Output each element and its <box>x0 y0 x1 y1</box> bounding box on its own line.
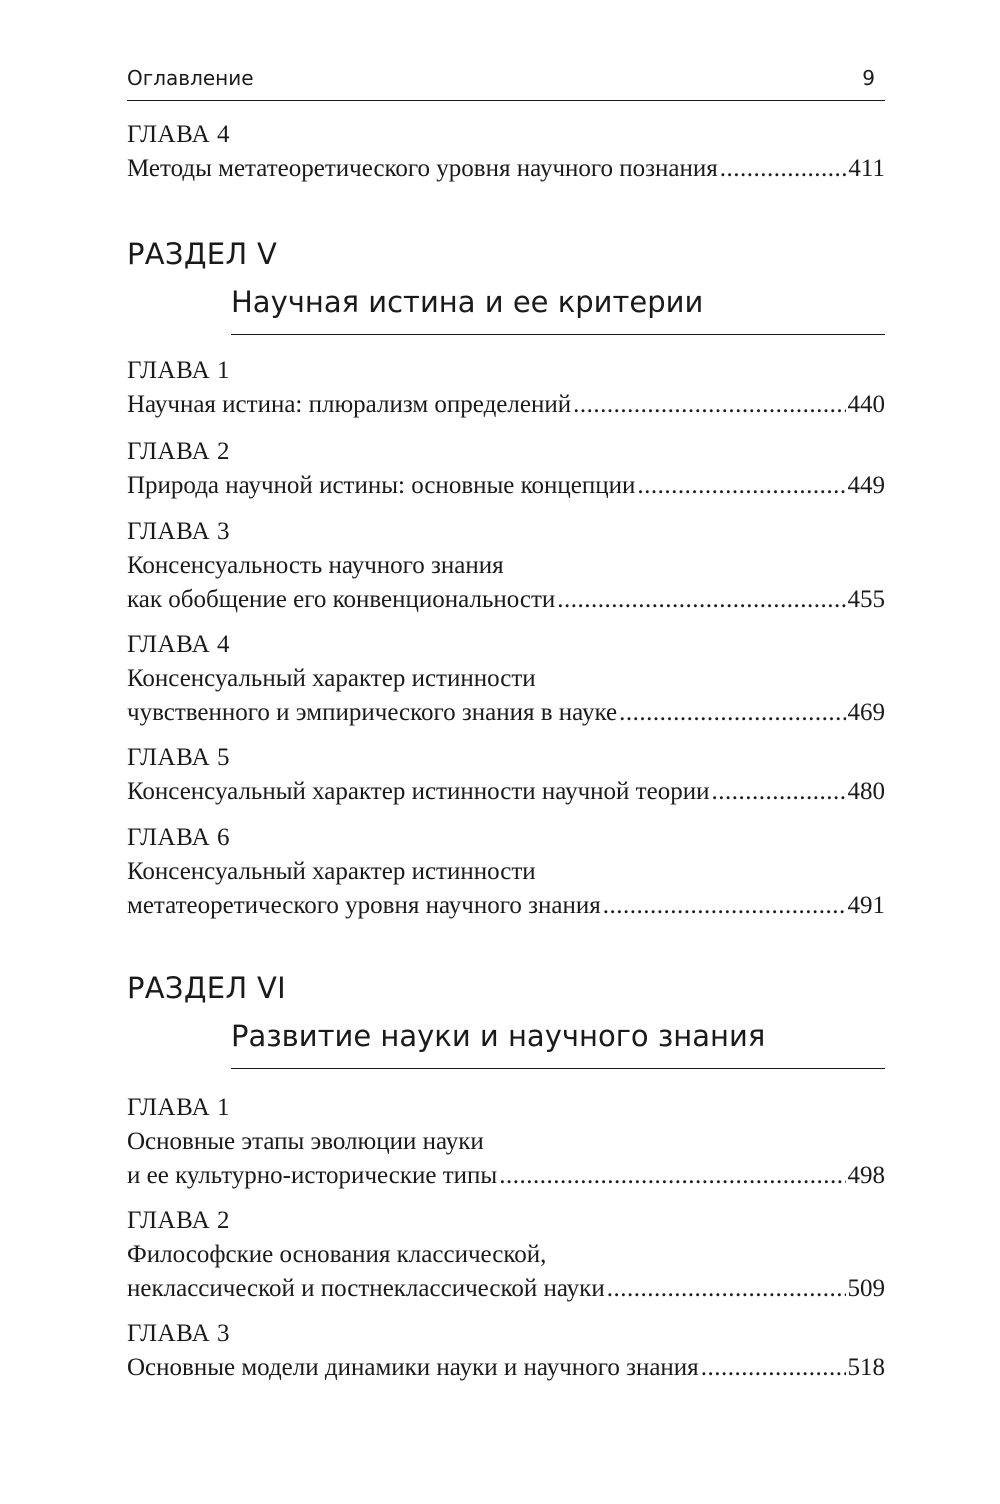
chapter-label: ГЛАВА 1 <box>127 357 230 384</box>
chapter-label: ГЛАВА 3 <box>127 518 230 545</box>
chapter-label: ГЛАВА 2 <box>127 438 230 465</box>
chapter-label: ГЛАВА 4 <box>127 121 230 148</box>
chapter-title-line <box>127 583 885 617</box>
chapter-page-number: 440 <box>847 391 885 418</box>
chapter-page-number: 455 <box>847 586 885 613</box>
chapter-title: Консенсуальность научного знания <box>127 552 504 579</box>
chapter-title: Консенсуальный характер истинности <box>127 858 536 885</box>
chapter-page-number: 480 <box>847 778 885 805</box>
leader-dots <box>603 889 846 923</box>
chapter-title: метатеоретического уровня научного знания <box>127 892 601 919</box>
chapter-label: ГЛАВА 2 <box>127 1207 230 1234</box>
chapter-title-line <box>127 388 885 422</box>
page-number: 9 <box>862 66 875 90</box>
section-label: РАЗДЕЛ V <box>127 237 278 271</box>
chapter-label: ГЛАВА 1 <box>127 1094 230 1121</box>
toc-chapter-entry[interactable] <box>127 1317 885 1385</box>
section-title: Научная истина и ее критерии <box>231 282 885 335</box>
chapter-page-number: 498 <box>847 1162 885 1189</box>
section-title: Развитие науки и научного знания <box>231 1016 885 1069</box>
toc-chapter-entry[interactable] <box>127 628 885 730</box>
leader-dots <box>711 775 845 809</box>
toc-chapter-entry[interactable] <box>127 821 885 923</box>
chapter-title: Научная истина: плюрализм определений <box>127 391 572 418</box>
chapter-title-line <box>127 1159 885 1193</box>
chapter-title-line <box>127 696 885 730</box>
toc-chapter-entry[interactable] <box>127 515 885 617</box>
leader-dots <box>619 696 845 730</box>
leader-dots <box>573 388 845 422</box>
chapter-title: Методы метатеоретического уровня научного познания <box>127 155 718 182</box>
chapter-title: Основные этапы эволюции науки <box>127 1128 484 1155</box>
chapter-title-line <box>127 1351 885 1385</box>
running-head-title: Оглавление <box>127 66 254 90</box>
chapter-page-number: 509 <box>847 1275 885 1302</box>
chapter-title: чувственного и эмпирического знания в науке <box>127 699 618 726</box>
leader-dots <box>499 1159 845 1193</box>
leader-dots <box>701 1351 846 1385</box>
leader-dots <box>720 152 847 186</box>
toc-chapter-entry[interactable] <box>127 354 885 422</box>
toc-chapter-entry[interactable] <box>127 1204 885 1306</box>
chapter-title: неклассической и постнеклассической науки <box>127 1275 605 1302</box>
chapter-label: ГЛАВА 3 <box>127 1320 230 1347</box>
chapter-label: ГЛАВА 5 <box>127 744 230 771</box>
chapter-label: ГЛАВА 4 <box>127 631 230 658</box>
chapter-label: ГЛАВА 6 <box>127 824 230 851</box>
section-label: РАЗДЕЛ VI <box>127 971 287 1005</box>
chapter-title: Консенсуальный характер истинности <box>127 665 536 692</box>
leader-dots <box>607 1272 846 1306</box>
chapter-title-line <box>127 889 885 923</box>
running-head <box>127 64 885 101</box>
toc-chapter-entry[interactable] <box>127 118 885 186</box>
toc-chapter-entry[interactable] <box>127 1091 885 1193</box>
leader-dots <box>557 583 845 617</box>
chapter-page-number: 411 <box>848 155 885 182</box>
chapter-title: как обобщение его конвенциональности <box>127 586 556 613</box>
toc-chapter-entry[interactable] <box>127 741 885 809</box>
chapter-title: Философские основания классической, <box>127 1241 547 1268</box>
chapter-title: Основные модели динамики науки и научного знания <box>127 1354 699 1381</box>
chapter-title: Природа научной истины: основные концепции <box>127 472 636 499</box>
chapter-page-number: 449 <box>847 472 885 499</box>
chapter-title-line <box>127 1272 885 1306</box>
chapter-page-number: 491 <box>847 892 885 919</box>
leader-dots <box>637 469 845 503</box>
chapter-page-number: 469 <box>847 699 885 726</box>
toc-section-heading <box>127 234 885 335</box>
chapter-title-line <box>127 469 885 503</box>
toc-chapter-entry[interactable] <box>127 435 885 503</box>
chapter-page-number: 518 <box>847 1354 885 1381</box>
chapter-title-line <box>127 775 885 809</box>
chapter-title: Консенсуальный характер истинности научной теории <box>127 778 710 805</box>
chapter-title-line <box>127 152 885 186</box>
toc-section-heading <box>127 968 885 1069</box>
chapter-title: и ее культурно-исторические типы <box>127 1162 498 1189</box>
